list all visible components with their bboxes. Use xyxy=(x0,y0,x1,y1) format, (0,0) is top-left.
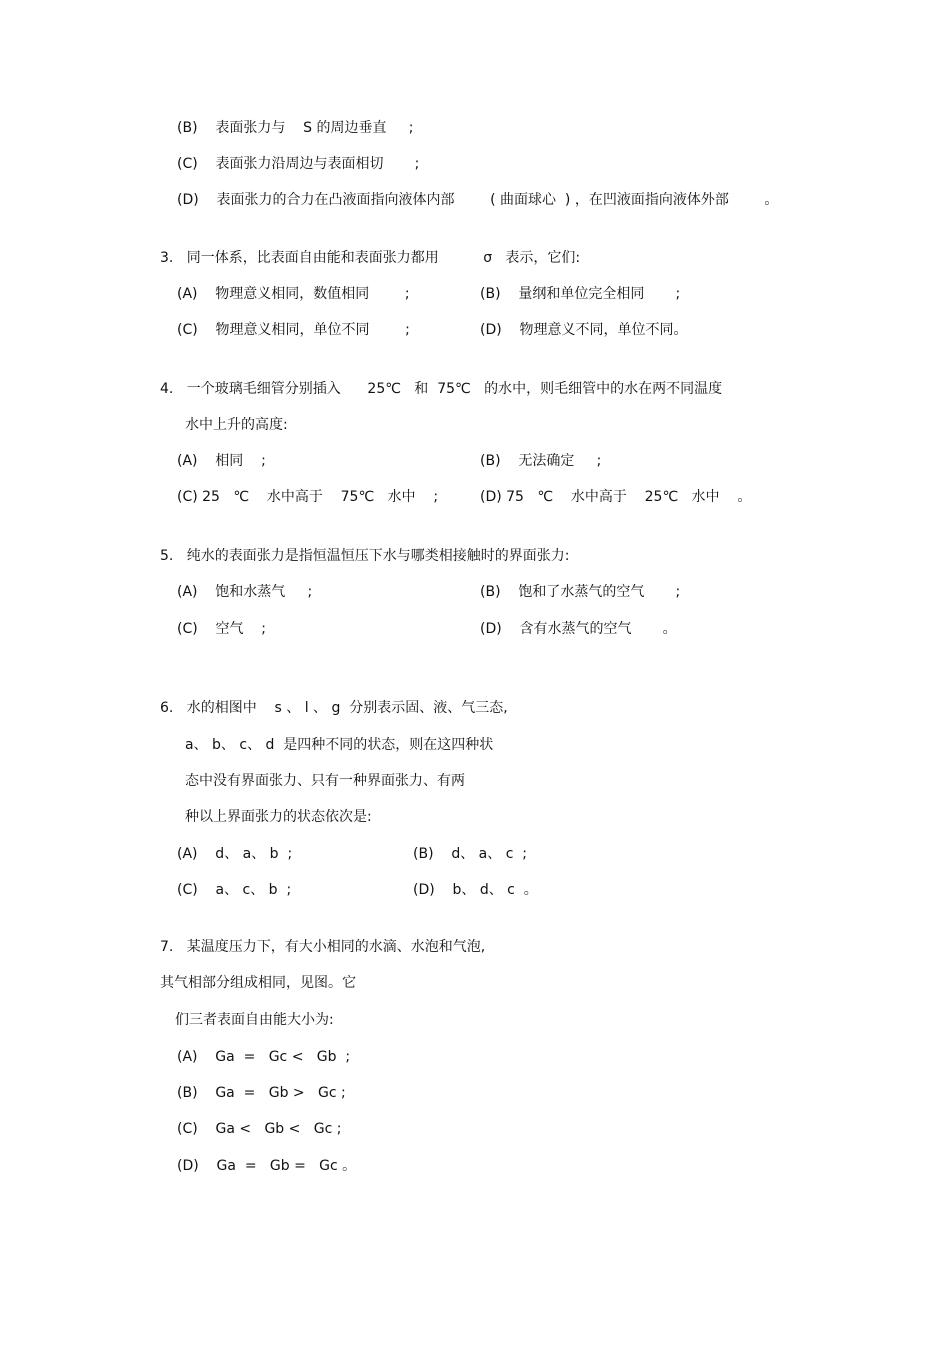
question-6-stem: 6. 水的相图中 s 、 l 、 g 分别表示固、液、气三态, xyxy=(160,700,508,716)
question-6-option-d: (D) b、 d、 c 。 xyxy=(413,882,538,898)
question-3-option-a: (A) 物理意义相同，数值相同 ; xyxy=(177,286,410,302)
question-7-stem-line-2: 其气相部分组成相同，见图。它 xyxy=(160,975,356,991)
question-7-option-b: (B) Ga = Gb > Gc ; xyxy=(177,1085,346,1101)
question-4-option-b: (B) 无法确定 ; xyxy=(480,453,602,469)
question-6-option-c: (C) a、 c、 b ; xyxy=(177,882,292,898)
question-3-option-d: (D) 物理意义不同，单位不同。 xyxy=(480,322,688,338)
question-5-stem: 5. 纯水的表面张力是指恒温恒压下水与哪类相接触时的界面张力: xyxy=(160,548,570,564)
question-3-option-b: (B) 量纲和单位完全相同 ; xyxy=(480,286,681,302)
question-4-option-d: (D) 75 ℃ 水中高于 25℃ 水中 。 xyxy=(480,489,752,505)
question-4-stem-continued: 水中上升的高度: xyxy=(185,417,288,433)
question-5-option-d: (D) 含有水蒸气的空气 。 xyxy=(480,621,677,637)
question-5-option-a: (A) 饱和水蒸气 ; xyxy=(177,584,313,600)
question-5-option-c: (C) 空气 ; xyxy=(177,621,267,637)
question-7-option-a: (A) Ga = Gc < Gb ; xyxy=(177,1049,351,1065)
question-4-option-a: (A) 相同 ; xyxy=(177,453,266,469)
question-3-stem: 3. 同一体系，比表面自由能和表面张力都用 σ 表示，它们: xyxy=(160,250,581,266)
question-4-stem: 4. 一个玻璃毛细管分别插入 25℃ 和 75℃ 的水中，则毛细管中的水在两不同温度 xyxy=(160,381,723,397)
question-6-stem-line-2: a、 b、 c、 d 是四种不同的状态，则在这四种状 xyxy=(185,737,494,753)
question-4-option-c: (C) 25 ℃ 水中高于 75℃ 水中 ; xyxy=(177,489,439,505)
question-2-option-d: (D) 表面张力的合力在凸液面指向液体内部 ( 曲面球心 ) ，在凹液面指向液体外部 。 xyxy=(177,192,779,208)
question-6-option-b: (B) d、 a、 c ; xyxy=(413,846,528,862)
question-7-stem: 7. 某温度压力下，有大小相同的水滴、水泡和气泡, xyxy=(160,939,486,955)
question-6-option-a: (A) d、 a、 b ; xyxy=(177,846,293,862)
question-6-stem-line-4: 种以上界面张力的状态依次是: xyxy=(185,809,372,825)
question-2-option-b: (B) 表面张力与 S 的周边垂直 ; xyxy=(177,120,414,136)
question-7-option-c: (C) Ga < Gb < Gc ; xyxy=(177,1121,342,1137)
question-6-stem-line-3: 态中没有界面张力、只有一种界面张力、有两 xyxy=(185,773,465,789)
question-5-option-b: (B) 饱和了水蒸气的空气 ; xyxy=(480,584,681,600)
question-2-option-c: (C) 表面张力沿周边与表面相切 ; xyxy=(177,156,420,172)
question-7-option-d: (D) Ga = Gb = Gc 。 xyxy=(177,1158,357,1174)
question-7-stem-line-3: 们三者表面自由能大小为: xyxy=(175,1012,334,1028)
question-3-option-c: (C) 物理意义相同，单位不同 ; xyxy=(177,322,410,338)
